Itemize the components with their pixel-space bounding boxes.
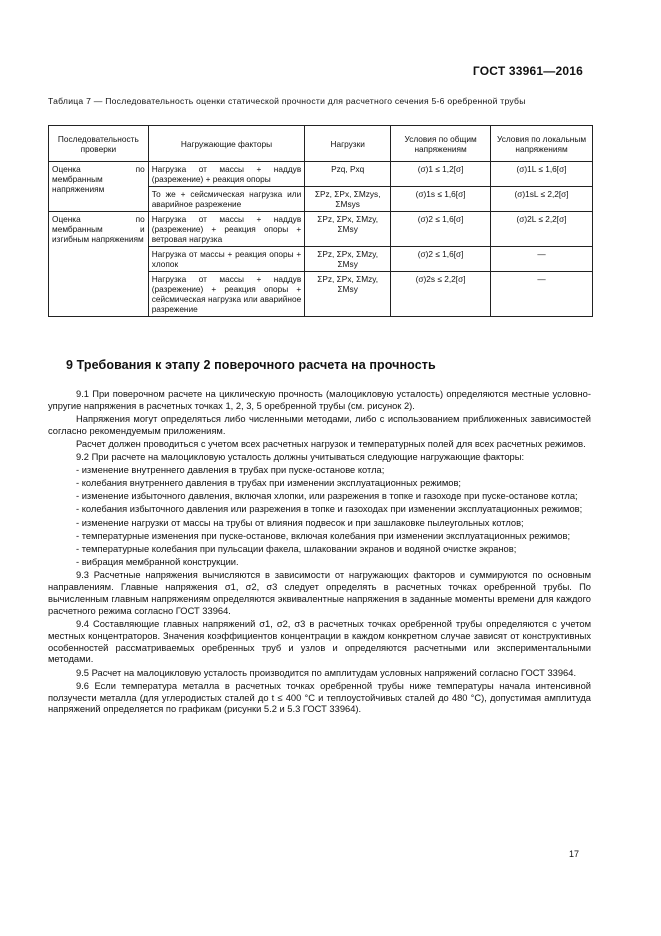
factors-cell: Нагрузка от массы + наддув (разрежение) + реакция опоры (148, 162, 305, 187)
list-item: - изменение нагрузки от массы на трубы от влияния подвесок и при зашлаковке пылеугольных котлов; (76, 517, 524, 528)
general-condition-cell: (σ)2 ≤ 1,6[σ] (391, 247, 491, 272)
document-code-header: ГОСТ 33961—2016 (472, 64, 583, 78)
table-row (49, 162, 593, 187)
local-condition-cell: — (491, 272, 593, 317)
general-condition-cell: (σ)2s ≤ 2,2[σ] (391, 272, 491, 317)
section-body (48, 389, 591, 718)
local-condition-cell: (σ)2L ≤ 2,2[σ] (491, 212, 593, 247)
factors-cell: Нагрузка от массы + наддув (разрежение) + реакция опоры + ветровая нагрузка (148, 212, 305, 247)
local-condition-cell: (σ)1L ≤ 1,6[σ] (491, 162, 593, 187)
list-item: - температурные колебания при пульсации факела, шлаковании экранов и водяной очистке экранов; (76, 543, 517, 554)
paragraph: 9.4 Составляющие главных напряжений σ1, σ2, σ3 в расчетных точках оребренной трубы определяются с учетом местных концентраторов. Значения коэффициентов концентрации в каждом конкретном случае зависят от конструктивных особенностей рассматриваемых оребренных труб и узлов и определяются расчетными или экспериментальными методами. (48, 618, 591, 665)
loads-cell: Pzq, Pxq (305, 162, 391, 187)
factors-cell: То же + сейсмическая нагрузка или аварийное разрежение (148, 187, 305, 212)
page-number: 17 (568, 849, 579, 859)
paragraph: 9.2 При расчете на малоцикловую усталость должны учитываться следующие нагружающие факторы: (76, 452, 525, 463)
paragraph: 9.6 Если температура металла в расчетных точках оребренной трубы ниже температуры начала интенсивной ползучести металла (для углеродистых сталей до t ≤ 400 °С и теплоустойчивых сталей до 480 °С), допустимая амплитуда напряжений определяется по графикам (рисунки 5.2 и 5.3 ГОСТ 33964). (48, 680, 591, 715)
section-heading: 9 Требования к этапу 2 поверочного расчета на прочность (66, 358, 436, 372)
column-header: Условия по общим напряжениям (391, 126, 491, 162)
strength-assessment-table (48, 125, 593, 317)
local-condition-cell: (σ)1sL ≤ 2,2[σ] (491, 187, 593, 212)
paragraph: 9.3 Расчетные напряжения вычисляются в зависимости от нагружающих факторов и суммируются по основным направлениям. Главные напряжения σ1, σ2, σ3 следует определять в расчетных точках оребренной трубы. По вычисленным главным напряжениям определяются эквивалентные напряжения в заданные моменты времени для каждого расчетного режима согласно ГОСТ 33964. (48, 569, 591, 616)
table-row (49, 212, 593, 247)
general-condition-cell: (σ)1s ≤ 1,6[σ] (391, 187, 491, 212)
check-cell: Оценка по мембранным напряжениям (49, 162, 149, 212)
factors-cell: Нагрузка от массы + реакция опоры + хлопок (148, 247, 305, 272)
loads-cell: ΣPz, ΣPx, ΣMzy, ΣMsy (305, 212, 391, 247)
list-item: - изменение избыточного давления, включая хлопки, или разрежения в топке и газоходе при пуске-останове котла; (76, 491, 578, 502)
column-header: Нагружающие факторы (148, 126, 305, 162)
paragraph: Расчет должен проводиться с учетом всех расчетных нагрузок и температурных полей для всех расчетных режимов. (76, 439, 586, 449)
factors-cell: Нагрузка от массы + наддув (разрежение) + реакция опоры + сейсмическая нагрузка или аварийное разрежение (148, 272, 305, 317)
loads-cell: ΣPz, ΣPx, ΣMzys, ΣMsys (305, 187, 391, 212)
column-header: Последовательность проверки (49, 126, 149, 162)
paragraph: Напряжения могут определяться либо численными методами, либо с использованием приближенных зависимостей согласно рекомендуемым приложениям. (48, 414, 591, 436)
column-header: Условия по локальным напряжениям (491, 126, 593, 162)
loads-cell: ΣPz, ΣPx, ΣMzy, ΣMsy (305, 272, 391, 317)
list-item: - колебания внутреннего давления в трубах при изменении эксплуатационных режимов; (76, 478, 462, 489)
table-header-row (49, 126, 593, 162)
general-condition-cell: (σ)2 ≤ 1,6[σ] (391, 212, 491, 247)
list-item: - изменение внутреннего давления в трубах при пуске-останове котла; (76, 465, 385, 476)
list-item: - вибрация мембранной конструкции. (76, 556, 239, 567)
paragraph: 9.1 При поверочном расчете на циклическую прочность (малоцикловую усталость) определяются местные условно-упругие напряжения в расчетных точках 1, 2, 3, 5 оребренной трубы (см. рисунок 2). (48, 389, 591, 411)
table-caption: Таблица 7 — Последовательность оценки статической прочности для расчетного сечения 5-6 оребренной трубы (48, 96, 526, 106)
loads-cell: ΣPz, ΣPx, ΣMzy, ΣMsy (305, 247, 391, 272)
local-condition-cell: — (491, 247, 593, 272)
list-item: - колебания избыточного давления или разрежения в топке и газоходах при изменении эксплуатационных режимов; (76, 504, 583, 515)
paragraph: 9.5 Расчет на малоцикловую усталость производится по амплитудам условных напряжений согласно ГОСТ 33964. (76, 667, 577, 678)
check-cell: Оценка по мембранным и изгибным напряжениям (49, 212, 149, 317)
column-header: Нагрузки (305, 126, 391, 162)
list-item: - температурные изменения при пуске-останове, включая колебания при изменении эксплуатационных режимов; (76, 530, 571, 541)
general-condition-cell: (σ)1 ≤ 1,2[σ] (391, 162, 491, 187)
